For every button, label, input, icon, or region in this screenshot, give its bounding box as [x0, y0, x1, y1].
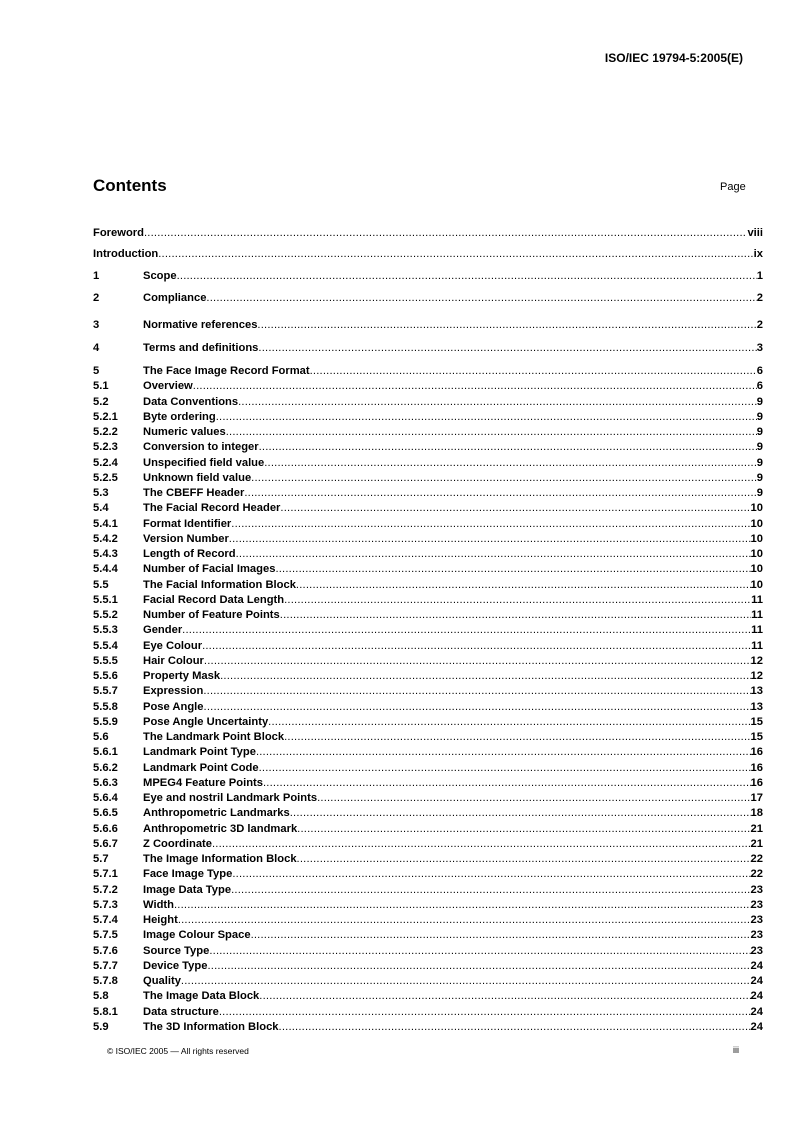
dot-leader: [317, 791, 750, 805]
toc-entry[interactable]: [93, 654, 763, 668]
toc-entry-page: 24: [750, 1020, 763, 1033]
toc-entry[interactable]: [93, 395, 763, 409]
toc-entry-number: 5.2.1: [93, 410, 118, 423]
toc-entry-title: Unspecified field value: [143, 456, 265, 469]
dot-leader: [256, 745, 751, 759]
dot-leader: [229, 532, 751, 546]
toc-entry-title: Z Coordinate: [143, 837, 212, 850]
toc-entry-page: 11: [751, 639, 763, 652]
toc-entry[interactable]: [93, 608, 763, 622]
dot-leader: [257, 318, 756, 332]
toc-entry[interactable]: [93, 379, 763, 393]
dot-leader: [297, 852, 751, 866]
toc-entry-number: 5.2: [93, 395, 109, 408]
toc-entry-number: 5.8: [93, 990, 109, 1003]
toc-entry-number: 5.5.5: [93, 654, 118, 667]
dot-leader: [231, 883, 750, 897]
toc-entry-page: 24: [750, 975, 763, 987]
dot-leader: [251, 471, 757, 485]
toc-entry-page: 11: [751, 624, 763, 637]
toc-entry[interactable]: [93, 928, 763, 942]
dot-leader: [310, 364, 757, 378]
toc-entry-number: 5.7.6: [93, 944, 118, 957]
toc-entry[interactable]: [93, 715, 763, 729]
toc-entry-number: 5.2.4: [93, 456, 118, 469]
dot-leader: [264, 456, 757, 470]
dot-leader: [193, 379, 757, 393]
toc-entry-title: The Facial Record Header: [143, 502, 281, 515]
toc-entry-number: 5.4.1: [93, 517, 118, 530]
toc-entry-number: 5.5.1: [93, 593, 118, 606]
dot-leader: [275, 562, 750, 576]
page-column-label: Page: [720, 181, 746, 193]
toc-entry-number: 5.7.4: [93, 914, 118, 926]
toc-entry-page: 23: [750, 914, 763, 926]
dot-leader: [212, 837, 751, 851]
toc-entry-page: 13: [750, 700, 763, 713]
toc-entry-page: 16: [750, 746, 763, 759]
toc-entry-number: 5.7: [93, 853, 109, 865]
toc-entry-number: 5.3: [93, 487, 109, 499]
toc-entry[interactable]: [93, 684, 763, 698]
toc-entry-page: 11: [751, 593, 763, 606]
toc-entry[interactable]: [93, 959, 763, 973]
toc-entry-title: MPEG4 Feature Points: [143, 776, 263, 789]
toc-entry-title: Anthropometric Landmarks: [143, 807, 290, 820]
toc-entry-page: 12: [750, 670, 763, 682]
toc-entry-title: Property Mask: [143, 670, 221, 682]
dot-leader: [297, 822, 750, 836]
toc-entry-number: 5.6.2: [93, 761, 118, 774]
toc-entry-number: 3: [93, 319, 100, 331]
toc-entry-page: 10: [750, 502, 763, 515]
toc-entry-number: 5.8.1: [93, 1005, 118, 1018]
toc-entry-title: Pose Angle Uncertainty: [143, 715, 269, 728]
toc-entry-title: Height: [143, 914, 178, 926]
toc-entry-page: 3: [756, 342, 763, 354]
dot-leader: [280, 501, 750, 515]
toc-entry-page: 18: [750, 807, 763, 820]
toc-entry-title: Scope: [143, 270, 177, 282]
toc-entry-title: The Image Information Block: [143, 853, 297, 865]
toc-entry-page: 11: [751, 609, 763, 621]
toc-entry-title: The Image Data Block: [143, 990, 260, 1003]
toc-entry-number: 4: [93, 342, 100, 354]
dot-leader: [259, 989, 750, 1003]
toc-entry-title: Conversion to integer: [143, 441, 259, 454]
toc-entry-number: 5.5.9: [93, 715, 118, 728]
toc-entry[interactable]: [93, 226, 763, 240]
dot-leader: [284, 593, 751, 607]
toc-entry-number: 5.6.1: [93, 746, 118, 759]
toc-entry[interactable]: [93, 669, 763, 683]
toc-entry-page: 9: [756, 426, 763, 438]
toc-entry-number: 5.7.1: [93, 868, 118, 881]
toc-entry-page: 10: [750, 532, 763, 545]
dot-leader: [290, 806, 751, 820]
dot-leader: [207, 959, 750, 973]
toc-entry[interactable]: [93, 1020, 763, 1034]
dot-leader: [231, 517, 750, 531]
toc-entry-page: 9: [756, 441, 763, 454]
toc-entry[interactable]: [93, 456, 763, 470]
toc-entry[interactable]: [93, 639, 763, 653]
toc-entry-title: Eye Colour: [143, 639, 203, 652]
toc-entry[interactable]: [93, 867, 763, 881]
toc-entry[interactable]: [93, 776, 763, 790]
toc-entry-page: 6: [756, 380, 763, 393]
toc-entry-number: 5.7.3: [93, 898, 118, 911]
dot-leader: [209, 944, 750, 958]
toc-entry-page: 9: [756, 471, 763, 484]
toc-entry[interactable]: [93, 291, 763, 305]
toc-entry[interactable]: [93, 471, 763, 485]
toc-entry-number: 5: [93, 365, 100, 377]
toc-entry-page: 10: [750, 578, 763, 591]
toc-entry-page: 24: [750, 990, 763, 1003]
toc-entry[interactable]: [93, 852, 763, 866]
toc-entry-title: Landmark Point Type: [143, 746, 256, 759]
toc-entry-number: 5.6.5: [93, 807, 118, 820]
toc-entry-title: Number of Feature Points: [143, 609, 280, 621]
toc-entry[interactable]: [93, 410, 763, 424]
toc-entry-title: Quality: [143, 975, 181, 987]
toc-entry[interactable]: [93, 883, 763, 897]
toc-entry-title: Numeric values: [143, 426, 226, 438]
toc-entry-number: 5.9: [93, 1020, 109, 1033]
toc-entry-title: The CBEFF Header: [143, 487, 245, 499]
dot-leader: [251, 928, 751, 942]
toc-entry-page: viii: [747, 227, 763, 239]
toc-entry[interactable]: [93, 532, 763, 546]
toc-entry-page: 23: [750, 929, 763, 942]
dot-leader: [182, 623, 751, 637]
toc-entry-title: Facial Record Data Length: [143, 593, 285, 606]
toc-entry-title: Width: [143, 898, 174, 911]
toc-entry-title: Image Data Type: [143, 883, 232, 896]
toc-entry-title: Pose Angle: [143, 700, 204, 713]
dot-leader: [181, 974, 751, 988]
dot-leader: [258, 341, 756, 355]
toc-entry-number: 5.2.3: [93, 441, 118, 454]
toc-entry-title: Eye and nostril Landmark Points: [143, 792, 318, 804]
dot-leader: [219, 1005, 751, 1019]
toc-entry-page: 10: [750, 563, 763, 576]
toc-entry-title: The Facial Information Block: [143, 578, 296, 591]
toc-entry-page: 12: [750, 654, 763, 667]
toc-entry[interactable]: [93, 1005, 763, 1019]
toc-entry-page: 10: [750, 517, 763, 530]
toc-entry[interactable]: [93, 806, 763, 820]
dot-leader: [144, 226, 747, 240]
toc-entry[interactable]: [93, 341, 763, 355]
toc-entry-number: 5.2.5: [93, 471, 118, 484]
toc-entry-number: 5.5.3: [93, 624, 118, 637]
dot-leader: [206, 291, 756, 305]
toc-entry[interactable]: [93, 822, 763, 836]
toc-entry[interactable]: [93, 944, 763, 958]
toc-entry-title: Normative references: [143, 319, 258, 331]
toc-entry-number: 5.5.4: [93, 639, 118, 652]
toc-entry[interactable]: [93, 837, 763, 851]
toc-entry-title: The Landmark Point Block: [143, 731, 285, 743]
toc-entry[interactable]: [93, 623, 763, 637]
toc-entry[interactable]: [93, 700, 763, 714]
toc-entry[interactable]: [93, 318, 763, 332]
toc-entry[interactable]: [93, 547, 763, 561]
page-number: iii: [733, 1045, 739, 1055]
toc-entry[interactable]: [93, 898, 763, 912]
toc-entry-number: 5.4.2: [93, 532, 118, 545]
dot-leader: [232, 867, 750, 881]
toc-entry-page: 23: [750, 944, 763, 957]
toc-entry-title: Hair Colour: [143, 654, 204, 667]
dot-leader: [220, 669, 750, 683]
toc-entry-page: 2: [756, 292, 763, 304]
toc-entry-number: 5.4.4: [93, 563, 118, 576]
toc-entry-number: 5.4: [93, 502, 109, 515]
dot-leader: [174, 898, 751, 912]
toc-entry-page: 10: [750, 548, 763, 560]
dot-leader: [236, 547, 751, 561]
toc-entry[interactable]: [93, 562, 763, 576]
toc-entry-page: 16: [750, 776, 763, 789]
toc-entry-title: Source Type: [143, 944, 210, 957]
dot-leader: [178, 913, 751, 927]
toc-entry-page: 9: [756, 410, 763, 423]
toc-entry-title: Foreword: [93, 227, 144, 239]
toc-entry[interactable]: [93, 364, 763, 378]
toc-entry-number: 5.6: [93, 731, 109, 743]
toc-entry-number: 5.5.7: [93, 685, 118, 698]
dot-leader: [296, 578, 751, 592]
toc-entry[interactable]: [93, 440, 763, 454]
toc-entry-number: 5.1: [93, 380, 109, 393]
toc-entry-page: 17: [750, 792, 763, 804]
toc-entry-number: 5.7.2: [93, 883, 118, 896]
toc-entry-title: Byte ordering: [143, 410, 216, 423]
toc-entry-title: Face Image Type: [143, 868, 233, 881]
toc-entry-page: 21: [750, 837, 763, 850]
toc-entry-title: Expression: [143, 685, 204, 698]
dot-leader: [244, 486, 756, 500]
toc-entry-number: 2: [93, 292, 100, 304]
toc-entry[interactable]: [93, 501, 763, 515]
toc-entry[interactable]: [93, 974, 763, 988]
toc-entry-page: 23: [750, 898, 763, 911]
toc-entry-page: 15: [750, 731, 763, 743]
dot-leader: [204, 700, 751, 714]
toc-entry-page: 23: [750, 883, 763, 896]
toc-entry[interactable]: [93, 913, 763, 927]
toc-entry[interactable]: [93, 247, 763, 261]
toc-entry-page: 24: [750, 959, 763, 972]
toc-entry[interactable]: [93, 486, 763, 500]
toc-entry-number: 5.5: [93, 578, 109, 591]
toc-entry-number: 5.6.7: [93, 837, 118, 850]
toc-entry[interactable]: [93, 578, 763, 592]
toc-entry-title: Overview: [143, 380, 193, 393]
toc-entry-page: 22: [750, 868, 763, 881]
dot-leader: [279, 1020, 751, 1034]
toc-entry-page: ix: [753, 248, 763, 260]
toc-entry-number: 5.7.7: [93, 959, 118, 972]
toc-entry-page: 22: [750, 853, 763, 865]
toc-entry-number: 5.7.8: [93, 975, 118, 987]
toc-entry-page: 15: [750, 715, 763, 728]
toc-entry-number: 5.4.3: [93, 548, 118, 560]
toc-entry-number: 5.7.5: [93, 929, 118, 942]
toc-entry[interactable]: [93, 791, 763, 805]
toc-entry[interactable]: [93, 745, 763, 759]
toc-entry-number: 1: [93, 270, 100, 282]
toc-entry-title: The Face Image Record Format: [143, 365, 310, 377]
dot-leader: [216, 410, 757, 424]
toc-entry-number: 5.5.2: [93, 609, 118, 621]
toc-entry-page: 6: [756, 365, 763, 377]
toc-entry-number: 5.6.3: [93, 776, 118, 789]
toc-entry-title: Number of Facial Images: [143, 563, 276, 576]
toc-entry-title: Terms and definitions: [143, 342, 259, 354]
toc-entry-page: 9: [756, 456, 763, 469]
dot-leader: [284, 730, 750, 744]
dot-leader: [259, 440, 757, 454]
dot-leader: [280, 608, 751, 622]
toc-entry-title: Format Identifier: [143, 517, 232, 530]
toc-entry-number: 5.5.8: [93, 700, 118, 713]
toc-entry-page: 24: [750, 1005, 763, 1018]
toc-entry-page: 13: [750, 685, 763, 698]
toc-entry-page: 1: [756, 270, 763, 282]
toc-entry-number: 5.6.4: [93, 792, 118, 804]
toc-entry-page: 9: [756, 395, 763, 408]
toc-entry-page: 2: [756, 319, 763, 331]
dot-leader: [203, 684, 750, 698]
toc-entry-title: Landmark Point Code: [143, 761, 259, 774]
dot-leader: [268, 715, 750, 729]
document-id-header: ISO/IEC 19794-5:2005(E): [604, 51, 743, 65]
toc-entry-title: Image Colour Space: [143, 929, 251, 942]
toc-entry-page: 9: [756, 487, 763, 499]
toc-entry[interactable]: [93, 593, 763, 607]
toc-entry-title: Length of Record: [143, 548, 236, 560]
dot-leader: [238, 395, 757, 409]
toc-entry-number: 5.6.6: [93, 822, 118, 835]
toc-entry-title: Compliance: [143, 292, 207, 304]
dot-leader: [158, 247, 753, 261]
toc-entry-title: Version Number: [143, 532, 229, 545]
toc-entry-title: Data Conventions: [143, 395, 239, 408]
toc-entry[interactable]: [93, 269, 763, 283]
toc-entry-page: 16: [750, 761, 763, 774]
toc-entry-number: 5.2.2: [93, 426, 118, 438]
toc-entry[interactable]: [93, 730, 763, 744]
dot-leader: [263, 776, 751, 790]
toc-entry-title: Device Type: [143, 959, 208, 972]
copyright-footer: © ISO/IEC 2005 — All rights reserved: [107, 1046, 249, 1056]
toc-entry-page: 21: [750, 822, 763, 835]
toc-entry-title: Gender: [143, 624, 183, 637]
toc-entry[interactable]: [93, 989, 763, 1003]
toc-entry-title: Unknown field value: [143, 471, 252, 484]
dot-leader: [177, 269, 757, 283]
toc-entry[interactable]: [93, 761, 763, 775]
dot-leader: [202, 639, 751, 653]
toc-entry[interactable]: [93, 425, 763, 439]
toc-entry-title: Anthropometric 3D landmark: [143, 822, 298, 835]
dot-leader: [226, 425, 757, 439]
toc-entry-number: 5.5.6: [93, 670, 118, 682]
dot-leader: [204, 654, 751, 668]
toc-entry-title: The 3D Information Block: [143, 1020, 279, 1033]
contents-title: Contents: [93, 176, 167, 195]
toc-entry[interactable]: [93, 517, 763, 531]
toc-entry-title: Data structure: [143, 1005, 219, 1018]
toc-entry-title: Introduction: [93, 248, 159, 260]
dot-leader: [259, 761, 751, 775]
